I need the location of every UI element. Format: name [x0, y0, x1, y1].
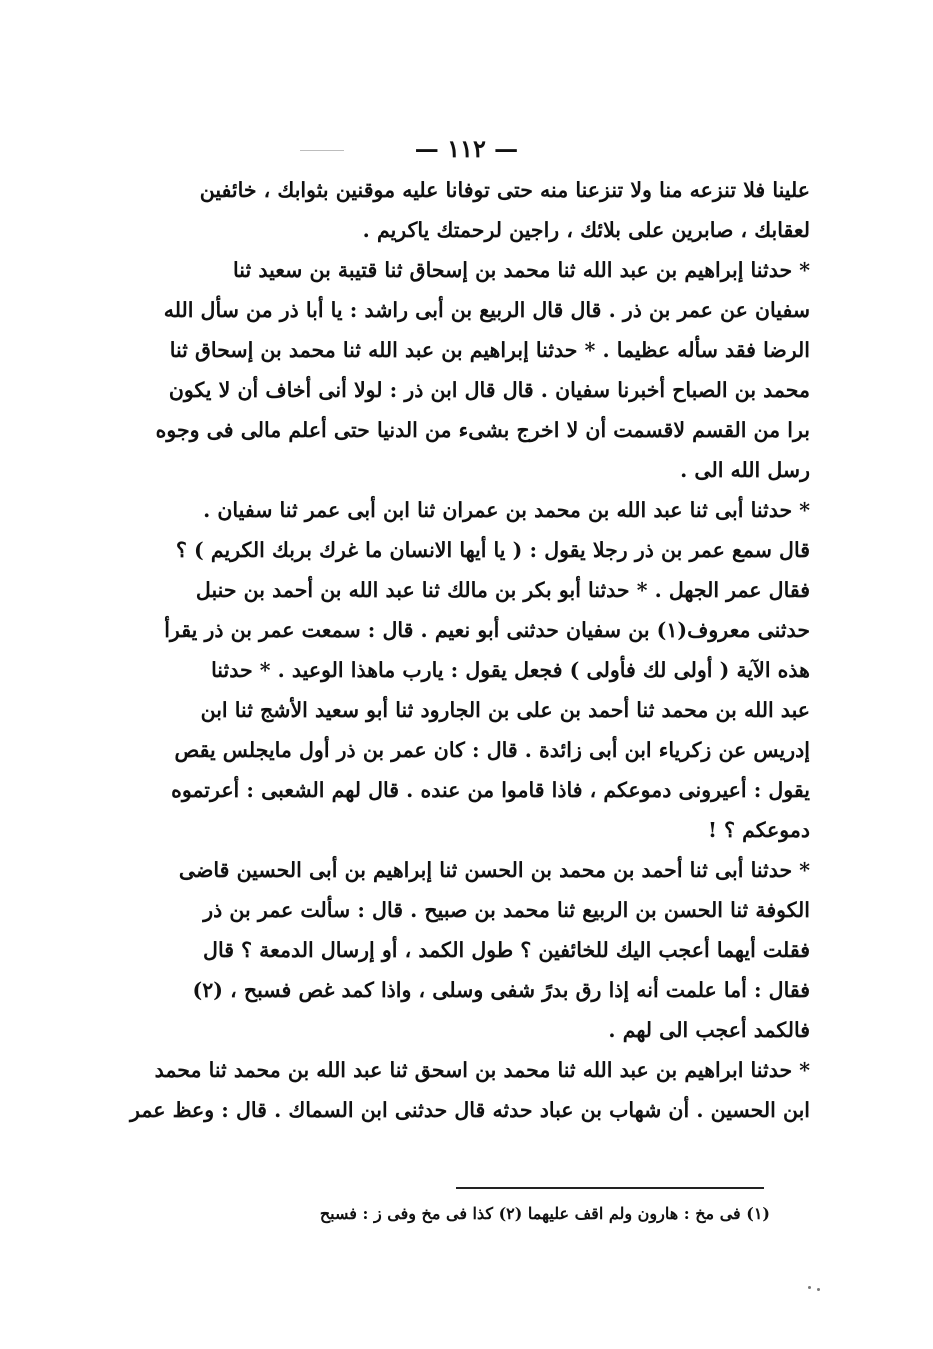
text-line: ابن الحسين . أن شهاب بن عباد حدثه قال حدثنى ابن السماك . قال : وعظ عمر [130, 1098, 810, 1122]
text-line: * حدثنا ابراهيم بن عبد الله ثنا محمد بن اسحق ثنا عبد الله بن محمد ثنا محمد [154, 1058, 810, 1082]
main-text-block [128, 170, 810, 1130]
text-line: الرضا فقد سأله عظيما . * حدثنا إبراهيم بن عبد الله ثنا محمد بن إسحاق ثنا [169, 338, 810, 362]
text-line: سفيان عن عمر بن ذر . قال قال الربيع بن أبى راشد : يا أبا ذر من سأل الله [163, 298, 810, 322]
text-line: عبد الله بن محمد ثنا أحمد بن على بن الجارود ثنا أبو سعيد الأشج ثنا ابن [200, 698, 810, 722]
text-line: حدثنى معروف(١) بن سفيان حدثنى أبو نعيم . قال : سمعت عمر بن ذر يقرأ [164, 618, 810, 642]
text-line: فالكمد أعجب الى لهم . [608, 1018, 810, 1042]
text-line: الكوفة ثنا الحسن بن الربيع ثنا محمد بن صبيح . قال : سألت عمر بن ذر [203, 898, 810, 922]
footnotes: (١) فى مخ : هارون ولم اقف عليهما (٢) كذا فى مخ وفى ز : فسبح [319, 1204, 770, 1223]
text-line: فقلت أيهما أعجب اليك للخائفين ؟ طول الكمد ، أو إرسال الدمعة ؟ قال [203, 938, 810, 962]
text-line: فقال : أما علمت أنه إذا رق بدرً شفى وسلى ، واذا كمد غص فسبح ، (٢) [192, 978, 810, 1002]
text-line: قال سمع عمر بن ذر رجلا يقول : ( يا أيها الانسان ما غرك بربك الكريم ) ؟ [176, 538, 810, 562]
text-line: لعقابك ، صابرين على بلائك ، راجين لرحمتك ياكريم . [362, 218, 810, 242]
top-smudge-line [300, 150, 344, 151]
scan-speck [817, 1288, 820, 1291]
scan-speck [808, 1286, 811, 1289]
page-number: — ١١٢ — [414, 134, 519, 163]
text-line: * حدثنا أبى ثنا أحمد بن محمد بن الحسن ثنا إبراهيم بن أبى الحسين قاضى [178, 858, 810, 882]
text-line: إدريس عن زكرياء ابن أبى زائدة . قال : كان عمر بن ذر أول مايجلس يقص [174, 738, 810, 762]
text-line: فقال عمر الجهل . * حدثنا أبو بكر بن مالك ثنا عبد الله بن أحمد بن حنبل [195, 578, 810, 602]
footnote-divider [456, 1187, 764, 1189]
text-line: برا من القسم لاقسمت أن لا اخرج بشىء من الدنيا حتى أعلم مالى فى وجوه [155, 418, 810, 442]
text-line: هذه الآية ( أولى لك فأولى ) فجعل يقول : يارب ماهذا الوعيد . * حدثنا [211, 658, 810, 682]
text-line: * حدثنا أبى ثنا عبد الله بن محمد بن عمران ثنا ابن أبى عمر ثنا سفيان . [203, 498, 810, 522]
text-line: محمد بن الصباح أخبرنا سفيان . قال قال ابن ذر : لولا أنى أخاف أن لا يكون [168, 378, 810, 402]
text-line: يقول : أعيرونى دموعكم ، فاذا قاموا من عنده . قال لهم الشعبى : أعرتموه [171, 778, 810, 802]
text-line: رسل الله الى . [680, 458, 810, 482]
text-line: * حدثنا إبراهيم بن عبد الله ثنا محمد بن إسحاق ثنا قتيبة بن سعيد ثنا [233, 258, 810, 282]
text-line: دموعكم ؟ ! [707, 818, 810, 842]
text-line: علينا فلا تنزعه منا ولا تنزعنا منه حتى توفانا عليه موقنين بثوابك ، خائفين [199, 178, 810, 202]
